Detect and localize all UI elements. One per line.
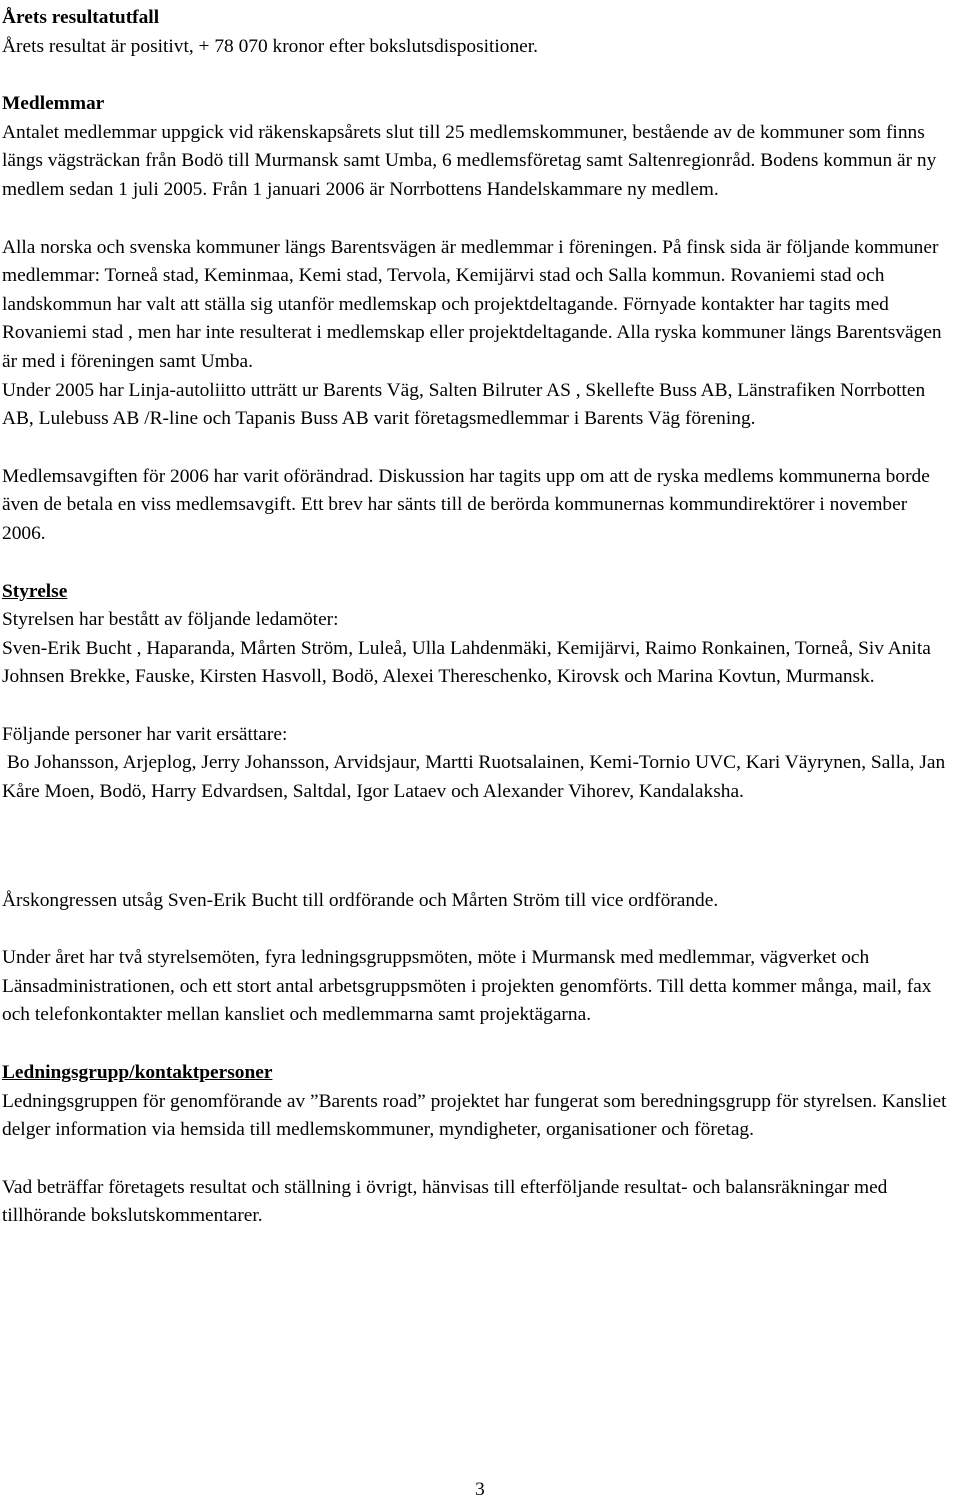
board-intro: Styrelsen har bestått av följande ledamöter: [2, 609, 339, 631]
page-number: 3 [475, 1479, 485, 1500]
members-para-1: Antalet medlemmar uppgick vid räkenskapsårets slut till 25 medlemskommuner, bestående av de kommuner som finns längs vägsträckan från Bodö till Murmansk samt Umba, 6 medlemsföretag samt Saltenregionråd. Bodens kommun är ny medlem sedan 1 juli 2005. Från 1 januari 2006 är Norrbottens Handelskammare ny medlem. [2, 121, 937, 200]
closing-text: Vad beträffar företagets resultat och ställning i övrigt, hänvisas till efterföljande resultat- och balansräkningar med tillhörande bokslutskommentarer. [2, 1176, 888, 1227]
management-text: Ledningsgruppen för genomförande av ”Barents road” projektet har fungerat som beredningsgrupp för styrelsen. Kansliet delger information via hemsida till medlemskommuner, myndigheter, organisationer och företag. [2, 1090, 947, 1141]
document-page [2, 4, 952, 1231]
members-para-2: Alla norska och svenska kommuner längs Barentsvägen är medlemmar i föreningen. På finsk sida är följande kommuner medlemmar: Torneå stad, Keminmaa, Kemi stad, Tervola, Kemijärvi stad och Salla kommun. Rovaniemi stad och landskommun har valt att ställa sig utanför medlemskap och projektdeltagande. Förnyade kontakter har tagits med Rovaniemi stad , men har inte resulterat i medlemskap eller projektdeltagande. Alla ryska kommuner längs Barentsvägen är med i föreningen samt Umba. [2, 236, 942, 372]
management-heading: Ledningsgrupp/kontaktpersoner [2, 1062, 273, 1084]
board-heading: Styrelse [2, 580, 68, 602]
board-members: Sven-Erik Bucht , Haparanda, Mårten Ström, Luleå, Ulla Lahdenmäki, Kemijärvi, Raimo Ronkainen, Torneå, Siv Anita Johnsen Brekke, Fauske, Kirsten Hasvoll, Bodö, Alexei Thereschenko, Kirovsk och Marina Kovtun, Murmansk. [2, 637, 931, 688]
deputies-list: Bo Johansson, Arjeplog, Jerry Johansson, Arvidsjaur, Martti Ruotsalainen, Kemi-Tornio UVC, Kari Väyrynen, Salla, Jan Kåre Moen, Bodö, Harry Edvardsen, Saltdal, Igor Lataev och Alexander Vihorev, Kandalaksha. [2, 752, 951, 803]
members-heading: Medlemmar [2, 93, 105, 115]
result-text: Årets resultat är positivt, + 78 070 kronor efter bokslutsdispositioner. [2, 35, 539, 57]
congress-text: Årskongressen utsåg Sven-Erik Bucht till ordförande och Mårten Ström till vice ordförande. [2, 889, 719, 911]
deputies-intro: Följande personer har varit ersättare: [2, 723, 288, 745]
members-para-4: Medlemsavgiften för 2006 har varit oförändrad. Diskussion har tagits upp om att de ryska medlems kommunerna borde även de betala en viss medlemsavgift. Ett brev har sänts till de berörda kommunernas kommundirektörer i november 2006. [2, 465, 930, 544]
members-para-3: Under 2005 har Linja-autoliitto utträtt ur Barents Väg, Salten Bilruter AS , Skellefte Buss AB, Länstrafiken Norrbotten AB, Lulebuss AB /R-line och Tapanis Buss AB varit företagsmedlemmar i Barents Väg förening. [2, 379, 926, 430]
meetings-text: Under året har två styrelsemöten, fyra ledningsgruppsmöten, möte i Murmansk med medlemmar, vägverket och Länsadministrationen, och ett stort antal arbetsgruppsmöten i projekten genomförts. Till detta kommer många, mail, fax och telefonkontakter mellan kansliet och medlemmarna samt projektägarna. [2, 947, 932, 1026]
result-heading: Årets resultatutfall [2, 7, 160, 28]
